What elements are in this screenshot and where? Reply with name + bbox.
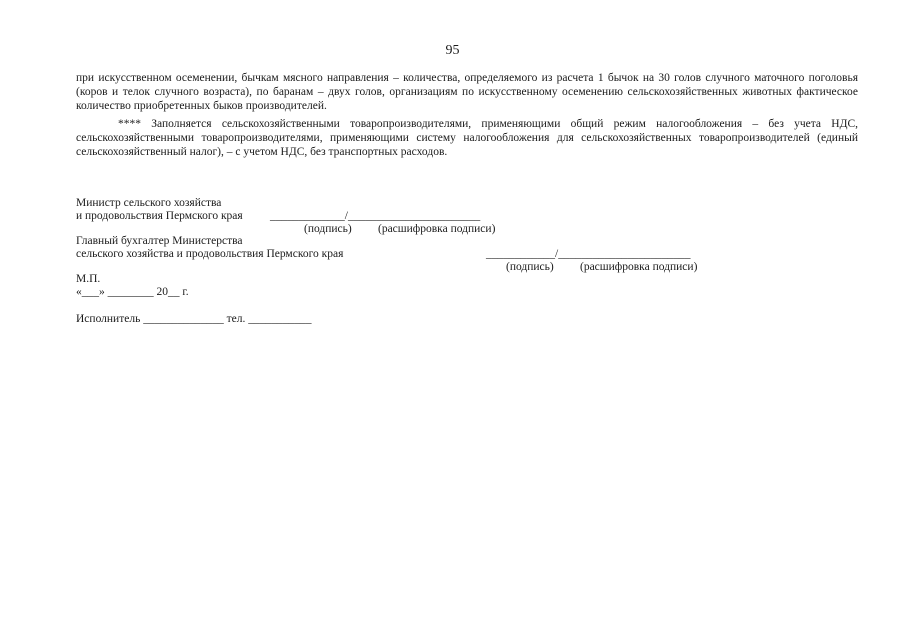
minister-signature-blank: _____________/_______________________ (270, 210, 481, 222)
paragraph-footnote-continuation: при искусственном осеменении, бычкам мясного направления – количества, определяемого из расчета 1 бычок на 30 голов случного маточного поголовья (коров и телок случного возраста), по баранам – двух голов, организациям по искусственному осеменению сельскохозяйственных животных фактическое количество приобретенных быков производителей. (76, 72, 858, 112)
minister-title-line-2: и продовольствия Пермского края (76, 210, 243, 222)
seal-label: М.П. (76, 273, 101, 285)
accountant-signature-blank: ____________/_______________________ (486, 248, 691, 260)
accountant-caption-signature: (подпись) (506, 261, 554, 273)
minister-caption-decoding: (расшифровка подписи) (378, 223, 496, 235)
page-number: 95 (445, 43, 460, 58)
accountant-title-line-2: сельского хозяйства и продовольствия Пермского края (76, 248, 344, 260)
minister-title-line-1: Министр сельского хозяйства (76, 197, 222, 209)
accountant-title-line-1: Главный бухгалтер Министерства (76, 235, 243, 247)
minister-caption-signature: (подпись) (304, 223, 352, 235)
executor-line: Исполнитель ______________ тел. ___________ (76, 313, 312, 325)
paragraph-footnote-vat: **** Заполняется сельскохозяйственными товаропроизводителями, применяющими общий режим налогообложения – без учета НДС, сельскохозяйственными товаропроизводителями, применяющими систему налогообложения для сельскохозяйственных товаропроизводителей (единый сельскохозяйственный налог), – с учетом НДС, без транспортных расходов. (76, 118, 858, 158)
accountant-caption-decoding: (расшифровка подписи) (580, 261, 698, 273)
date-line: «___» ________ 20__ г. (76, 286, 189, 298)
